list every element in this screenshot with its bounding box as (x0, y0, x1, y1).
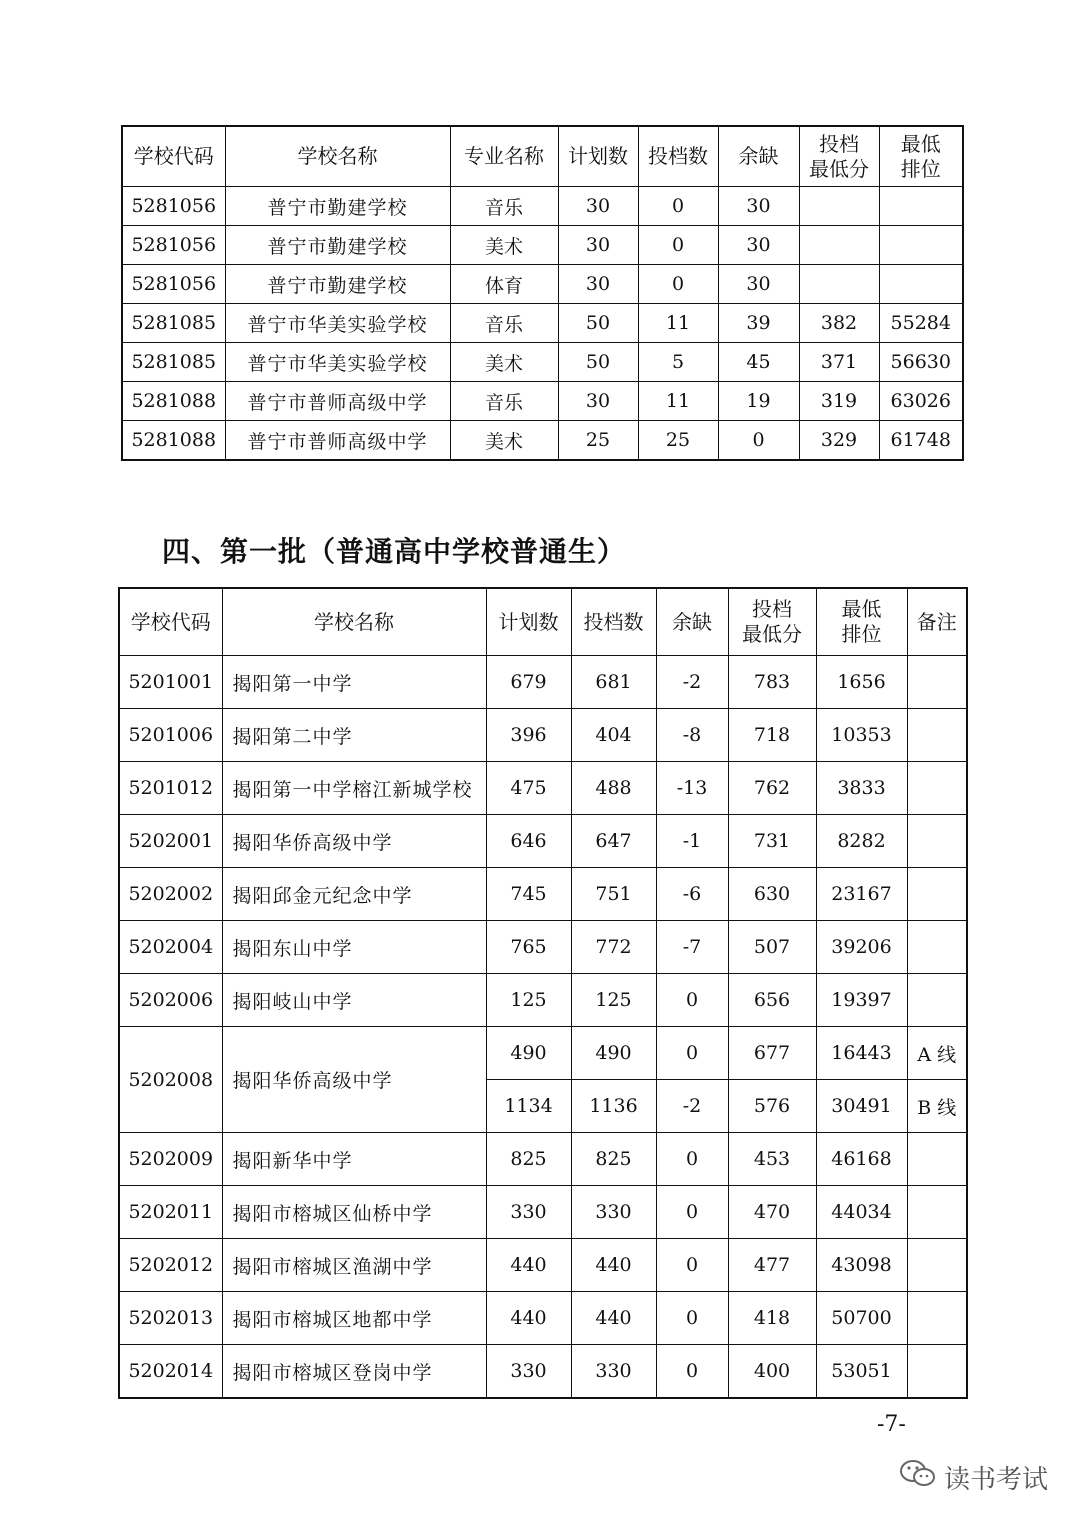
cell-vacancy: 30 (718, 265, 799, 304)
cell-vacancy: -7 (656, 921, 728, 974)
cell-min-score: 507 (728, 921, 816, 974)
cell-admitted: 5 (638, 343, 718, 382)
cell-plan: 440 (486, 1292, 571, 1345)
cell-admitted: 681 (571, 656, 656, 709)
cell-vacancy: 30 (718, 187, 799, 226)
cell-min-rank: 3833 (816, 762, 907, 815)
cell-plan: 679 (486, 656, 571, 709)
cell-plan: 30 (558, 226, 638, 265)
cell-admitted: 125 (571, 974, 656, 1027)
cell-vacancy: -1 (656, 815, 728, 868)
table-row (119, 974, 967, 1027)
cell-school-name: 揭阳华侨高级中学 (222, 1027, 486, 1133)
cell-school-name: 揭阳岐山中学 (222, 974, 486, 1027)
cell-remarks: A 线 (907, 1027, 967, 1080)
cell-min-score: 731 (728, 815, 816, 868)
cell-admitted: 772 (571, 921, 656, 974)
cell-min-rank: 23167 (816, 868, 907, 921)
cell-min-score: 630 (728, 868, 816, 921)
cell-school-code: 5201001 (119, 656, 222, 709)
table-row (119, 1027, 967, 1080)
cell-plan: 396 (486, 709, 571, 762)
cell-school-code: 5201012 (119, 762, 222, 815)
table-row (122, 382, 963, 421)
col-header-remarks: 备注 (907, 588, 967, 656)
col-header-plan: 计划数 (558, 126, 638, 187)
cell-remarks (907, 1292, 967, 1345)
table-row (119, 656, 967, 709)
cell-school-name: 普宁市华美实验学校 (225, 343, 450, 382)
cell-min-rank: 43098 (816, 1239, 907, 1292)
cell-min-score: 329 (799, 421, 879, 461)
page-number: -7- (877, 1412, 906, 1437)
cell-school-name: 揭阳第一中学 (222, 656, 486, 709)
cell-plan: 330 (486, 1345, 571, 1399)
cell-admitted: 825 (571, 1133, 656, 1186)
cell-major: 音乐 (450, 187, 558, 226)
cell-min-score (799, 265, 879, 304)
cell-remarks (907, 1239, 967, 1292)
cell-school-name: 揭阳市榕城区地都中学 (222, 1292, 486, 1345)
cell-admitted: 0 (638, 187, 718, 226)
cell-plan: 125 (486, 974, 571, 1027)
cell-school-name: 揭阳市榕城区渔湖中学 (222, 1239, 486, 1292)
cell-min-rank: 46168 (816, 1133, 907, 1186)
table-row (119, 815, 967, 868)
table-row (122, 265, 963, 304)
cell-min-score: 677 (728, 1027, 816, 1080)
cell-admitted: 440 (571, 1239, 656, 1292)
cell-vacancy: -6 (656, 868, 728, 921)
cell-admitted: 1136 (571, 1080, 656, 1133)
cell-plan: 30 (558, 382, 638, 421)
cell-min-rank (879, 226, 963, 265)
cell-min-rank: 44034 (816, 1186, 907, 1239)
col-header-vacancy: 余缺 (656, 588, 728, 656)
cell-remarks (907, 868, 967, 921)
cell-admitted: 330 (571, 1186, 656, 1239)
cell-school-code: 5202006 (119, 974, 222, 1027)
cell-school-code: 5202004 (119, 921, 222, 974)
cell-min-rank: 39206 (816, 921, 907, 974)
table-header-row (119, 588, 967, 656)
table-row (119, 1133, 967, 1186)
cell-min-score: 656 (728, 974, 816, 1027)
cell-plan: 50 (558, 343, 638, 382)
cell-remarks (907, 1133, 967, 1186)
cell-school-name: 揭阳市榕城区登岗中学 (222, 1345, 486, 1399)
table-header-row (122, 126, 963, 187)
cell-admitted: 0 (638, 226, 718, 265)
cell-school-code: 5202014 (119, 1345, 222, 1399)
cell-vacancy: 45 (718, 343, 799, 382)
cell-min-score (799, 226, 879, 265)
cell-vacancy: 0 (656, 1133, 728, 1186)
cell-vacancy: 0 (656, 1345, 728, 1399)
cell-min-score: 470 (728, 1186, 816, 1239)
table-row (119, 1239, 967, 1292)
cell-school-name: 揭阳邱金元纪念中学 (222, 868, 486, 921)
cell-remarks (907, 762, 967, 815)
cell-remarks (907, 921, 967, 974)
cell-admitted: 330 (571, 1345, 656, 1399)
cell-school-name: 普宁市普师高级中学 (225, 382, 450, 421)
cell-school-code: 5202009 (119, 1133, 222, 1186)
cell-admitted: 647 (571, 815, 656, 868)
cell-school-name: 揭阳第二中学 (222, 709, 486, 762)
table-row (119, 1292, 967, 1345)
table-row (119, 1186, 967, 1239)
cell-plan: 50 (558, 304, 638, 343)
cell-vacancy: -8 (656, 709, 728, 762)
col-header-school-name: 学校名称 (222, 588, 486, 656)
cell-major: 体育 (450, 265, 558, 304)
cell-admitted: 25 (638, 421, 718, 461)
cell-plan: 440 (486, 1239, 571, 1292)
cell-min-rank: 30491 (816, 1080, 907, 1133)
cell-vacancy: -2 (656, 1080, 728, 1133)
cell-vacancy: -2 (656, 656, 728, 709)
cell-school-code: 5281088 (122, 421, 225, 461)
cell-remarks (907, 974, 967, 1027)
cell-min-rank: 53051 (816, 1345, 907, 1399)
cell-school-code: 5281085 (122, 343, 225, 382)
table-row (119, 709, 967, 762)
cell-vacancy: 0 (718, 421, 799, 461)
cell-remarks: B 线 (907, 1080, 967, 1133)
cell-plan: 490 (486, 1027, 571, 1080)
table-row (119, 868, 967, 921)
cell-school-name: 揭阳华侨高级中学 (222, 815, 486, 868)
cell-min-score: 319 (799, 382, 879, 421)
cell-remarks (907, 1186, 967, 1239)
cell-vacancy: 19 (718, 382, 799, 421)
cell-vacancy: 0 (656, 1292, 728, 1345)
cell-school-code: 5202002 (119, 868, 222, 921)
col-header-min-rank: 最低 排位 (879, 126, 963, 187)
cell-admitted: 11 (638, 304, 718, 343)
cell-plan: 825 (486, 1133, 571, 1186)
cell-major: 美术 (450, 226, 558, 265)
watermark (898, 1458, 1048, 1497)
cell-school-code: 5202001 (119, 815, 222, 868)
cell-school-code: 5202012 (119, 1239, 222, 1292)
cell-vacancy: -13 (656, 762, 728, 815)
col-header-school-code: 学校代码 (119, 588, 222, 656)
table-row (119, 1345, 967, 1399)
cell-school-name: 普宁市勤建学校 (225, 187, 450, 226)
cell-min-rank: 61748 (879, 421, 963, 461)
cell-min-score: 576 (728, 1080, 816, 1133)
cell-school-code: 5201006 (119, 709, 222, 762)
col-header-min-rank: 最低 排位 (816, 588, 907, 656)
table-row (122, 226, 963, 265)
cell-school-name: 揭阳市榕城区仙桥中学 (222, 1186, 486, 1239)
cell-min-rank: 19397 (816, 974, 907, 1027)
admission-table-general (118, 587, 968, 1399)
cell-min-rank: 56630 (879, 343, 963, 382)
col-header-major: 专业名称 (450, 126, 558, 187)
cell-school-code: 5202008 (119, 1027, 222, 1133)
table-row (122, 304, 963, 343)
cell-school-name: 普宁市普师高级中学 (225, 421, 450, 461)
cell-plan: 30 (558, 265, 638, 304)
cell-major: 美术 (450, 343, 558, 382)
cell-school-name: 揭阳新华中学 (222, 1133, 486, 1186)
cell-school-code: 5202013 (119, 1292, 222, 1345)
cell-min-score: 718 (728, 709, 816, 762)
col-header-vacancy: 余缺 (718, 126, 799, 187)
cell-min-score: 418 (728, 1292, 816, 1345)
watermark-text: 读书考试 (944, 1465, 1049, 1495)
cell-school-code: 5281088 (122, 382, 225, 421)
cell-min-rank: 8282 (816, 815, 907, 868)
cell-major: 美术 (450, 421, 558, 461)
cell-vacancy: 30 (718, 226, 799, 265)
cell-major: 音乐 (450, 304, 558, 343)
cell-admitted: 440 (571, 1292, 656, 1345)
cell-admitted: 404 (571, 709, 656, 762)
cell-plan: 25 (558, 421, 638, 461)
wechat-icon (898, 1458, 938, 1497)
table-row (122, 421, 963, 461)
cell-vacancy: 0 (656, 1186, 728, 1239)
cell-school-code: 5281056 (122, 226, 225, 265)
cell-min-score: 477 (728, 1239, 816, 1292)
cell-school-code: 5281085 (122, 304, 225, 343)
cell-admitted: 488 (571, 762, 656, 815)
cell-min-rank (879, 187, 963, 226)
cell-remarks (907, 815, 967, 868)
col-header-school-code: 学校代码 (122, 126, 225, 187)
cell-school-code: 5281056 (122, 265, 225, 304)
cell-min-rank: 10353 (816, 709, 907, 762)
col-header-min-score: 投档 最低分 (799, 126, 879, 187)
col-header-admitted: 投档数 (638, 126, 718, 187)
cell-min-rank: 63026 (879, 382, 963, 421)
cell-min-rank (879, 265, 963, 304)
cell-plan: 475 (486, 762, 571, 815)
cell-min-score: 371 (799, 343, 879, 382)
cell-major: 音乐 (450, 382, 558, 421)
cell-plan: 1134 (486, 1080, 571, 1133)
cell-vacancy: 39 (718, 304, 799, 343)
table-row (122, 187, 963, 226)
table-row (119, 762, 967, 815)
cell-min-score: 453 (728, 1133, 816, 1186)
cell-min-rank: 55284 (879, 304, 963, 343)
cell-plan: 30 (558, 187, 638, 226)
cell-plan: 330 (486, 1186, 571, 1239)
cell-plan: 765 (486, 921, 571, 974)
cell-admitted: 751 (571, 868, 656, 921)
table-row (119, 921, 967, 974)
cell-admitted: 11 (638, 382, 718, 421)
admission-table-art (121, 125, 964, 461)
col-header-school-name: 学校名称 (225, 126, 450, 187)
cell-min-rank: 50700 (816, 1292, 907, 1345)
col-header-plan: 计划数 (486, 588, 571, 656)
cell-school-name: 揭阳第一中学榕江新城学校 (222, 762, 486, 815)
cell-min-rank: 1656 (816, 656, 907, 709)
section-title: 四、第一批（普通高中学校普通生） (162, 535, 627, 568)
cell-min-score (799, 187, 879, 226)
cell-school-code: 5281056 (122, 187, 225, 226)
cell-plan: 646 (486, 815, 571, 868)
cell-vacancy: 0 (656, 974, 728, 1027)
cell-vacancy: 0 (656, 1027, 728, 1080)
cell-min-score: 400 (728, 1345, 816, 1399)
cell-min-score: 762 (728, 762, 816, 815)
cell-remarks (907, 1345, 967, 1399)
table-row (122, 343, 963, 382)
cell-remarks (907, 709, 967, 762)
cell-school-name: 普宁市勤建学校 (225, 226, 450, 265)
cell-vacancy: 0 (656, 1239, 728, 1292)
col-header-min-score: 投档 最低分 (728, 588, 816, 656)
cell-min-score: 382 (799, 304, 879, 343)
cell-admitted: 0 (638, 265, 718, 304)
cell-remarks (907, 656, 967, 709)
cell-min-rank: 16443 (816, 1027, 907, 1080)
cell-school-name: 揭阳东山中学 (222, 921, 486, 974)
cell-min-score: 783 (728, 656, 816, 709)
cell-plan: 745 (486, 868, 571, 921)
col-header-admitted: 投档数 (571, 588, 656, 656)
cell-school-name: 普宁市勤建学校 (225, 265, 450, 304)
cell-admitted: 490 (571, 1027, 656, 1080)
cell-school-code: 5202011 (119, 1186, 222, 1239)
cell-school-name: 普宁市华美实验学校 (225, 304, 450, 343)
